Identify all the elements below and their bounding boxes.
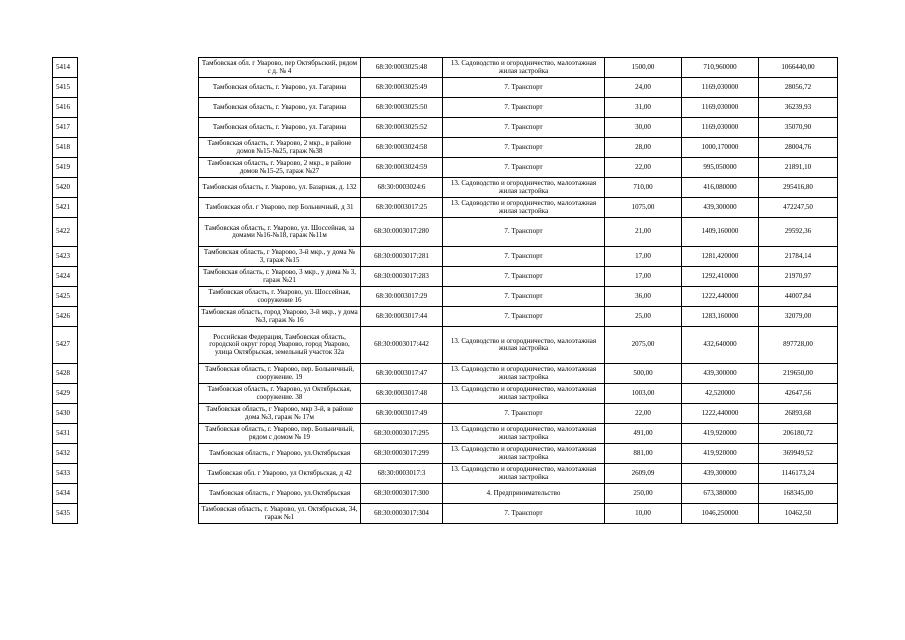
empty-cell	[78, 158, 199, 178]
empty-cell	[78, 267, 199, 287]
cadastral-number-cell: 68:30:0003017:49	[361, 404, 443, 424]
permitted-use-cell: 7. Транспорт	[443, 78, 605, 98]
address-cell: Тамбовская обл. г Уварово, ул Октябрьская, д 42	[199, 464, 361, 484]
specific-value-cell: 673,380000	[682, 484, 759, 504]
cadastral-number-cell: 68:30:0003017:48	[361, 384, 443, 404]
row-number-cell: 5417	[53, 118, 78, 138]
empty-cell	[78, 78, 199, 98]
cadastral-number-cell: 68:30:0003017:280	[361, 218, 443, 247]
table-row	[53, 118, 838, 138]
address-cell: Тамбовская область, г. Уварово, ул. Гагарина	[199, 98, 361, 118]
cadastral-value-cell: 1066440,00	[759, 58, 838, 78]
cadastral-number-cell: 68:30:0003017:25	[361, 198, 443, 218]
address-cell: Тамбовская область, г Уварово, ул.Октябрьская	[199, 484, 361, 504]
table-row	[53, 218, 838, 247]
empty-cell	[78, 307, 199, 327]
cadastral-value-cell: 28056,72	[759, 78, 838, 98]
permitted-use-cell: 7. Транспорт	[443, 98, 605, 118]
row-number-cell: 5435	[53, 504, 78, 524]
empty-cell	[78, 247, 199, 267]
address-cell: Тамбовская область, г. Уварово, 3 мкр., у дома № 3, гараж №21	[199, 267, 361, 287]
cadastral-value-cell: 42647,56	[759, 384, 838, 404]
row-number-cell: 5423	[53, 247, 78, 267]
permitted-use-cell: 13. Садоводство и огородничество, малоэтажная жилая застройка	[443, 198, 605, 218]
cadastral-value-cell: 1146173,24	[759, 464, 838, 484]
table-row	[53, 247, 838, 267]
row-number-cell: 5415	[53, 78, 78, 98]
area-cell: 491,00	[605, 424, 682, 444]
address-cell: Тамбовская область, г Уварово, мкр 3-й, в районе дома №3, гараж № 17м	[199, 404, 361, 424]
empty-cell	[78, 178, 199, 198]
cadastral-number-cell: 68:30:0003017:29	[361, 287, 443, 307]
area-cell: 881,00	[605, 444, 682, 464]
specific-value-cell: 439,300000	[682, 364, 759, 384]
permitted-use-cell: 7. Транспорт	[443, 247, 605, 267]
cadastral-value-cell: 44007,84	[759, 287, 838, 307]
empty-cell	[78, 504, 199, 524]
cadastral-number-cell: 68:30:0003017:299	[361, 444, 443, 464]
address-cell: Тамбовская область, г. Уварово, ул Октябрьская, сооружение. 38	[199, 384, 361, 404]
address-cell: Тамбовская область, г. Уварово, пер. Больничный, сооружение. 19	[199, 364, 361, 384]
area-cell: 17,00	[605, 247, 682, 267]
address-cell: Тамбовская область, г Уварово, 3-й мкр., у дома № 3, гараж №15	[199, 247, 361, 267]
area-cell: 21,00	[605, 218, 682, 247]
area-cell: 2075,00	[605, 327, 682, 364]
area-cell: 1500,00	[605, 58, 682, 78]
row-number-cell: 5421	[53, 198, 78, 218]
table-row	[53, 424, 838, 444]
address-cell: Тамбовская обл. г Уварово, пер Больничный, д 31	[199, 198, 361, 218]
area-cell: 1003,00	[605, 384, 682, 404]
table-row	[53, 178, 838, 198]
area-cell: 10,00	[605, 504, 682, 524]
table-row	[53, 504, 838, 524]
row-number-cell: 5416	[53, 98, 78, 118]
cadastral-value-cell: 32079,00	[759, 307, 838, 327]
table-body	[53, 58, 838, 524]
area-cell: 24,00	[605, 78, 682, 98]
address-cell: Тамбовская область, г. Уварово, ул. Октябрьская, 34, гараж №1	[199, 504, 361, 524]
empty-cell	[78, 444, 199, 464]
permitted-use-cell: 4. Предпринимательство	[443, 484, 605, 504]
area-cell: 2609,09	[605, 464, 682, 484]
cadastral-value-cell: 10462,50	[759, 504, 838, 524]
cadastral-value-cell: 36239,93	[759, 98, 838, 118]
cadastral-number-cell: 68:30:0003025:49	[361, 78, 443, 98]
table-row	[53, 364, 838, 384]
empty-cell	[78, 58, 199, 78]
permitted-use-cell: 13. Садоводство и огородничество, малоэтажная жилая застройка	[443, 364, 605, 384]
cadastral-value-cell: 206180,72	[759, 424, 838, 444]
specific-value-cell: 419,920000	[682, 424, 759, 444]
cadastral-number-cell: 68:30:0003017:47	[361, 364, 443, 384]
address-cell: Тамбовская область, г. Уварово, 2 мкр., в районе домов №15-№25, гараж №38	[199, 138, 361, 158]
permitted-use-cell: 7. Транспорт	[443, 404, 605, 424]
address-cell: Тамбовская область, г. Уварово, ул. Гагарина	[199, 118, 361, 138]
permitted-use-cell: 13. Садоводство и огородничество, малоэтажная жилая застройка	[443, 444, 605, 464]
table-row	[53, 444, 838, 464]
permitted-use-cell: 7. Транспорт	[443, 267, 605, 287]
specific-value-cell: 1281,420000	[682, 247, 759, 267]
area-cell: 22,00	[605, 158, 682, 178]
specific-value-cell: 1292,410000	[682, 267, 759, 287]
table-row	[53, 384, 838, 404]
cadastral-number-cell: 68:30:0003017:304	[361, 504, 443, 524]
cadastral-value-cell: 295416,80	[759, 178, 838, 198]
permitted-use-cell: 13. Садоводство и огородничество, малоэтажная жилая застройка	[443, 424, 605, 444]
cadastral-number-cell: 68:30:0003025:48	[361, 58, 443, 78]
permitted-use-cell: 13. Садоводство и огородничество, малоэтажная жилая застройка	[443, 464, 605, 484]
row-number-cell: 5414	[53, 58, 78, 78]
permitted-use-cell: 7. Транспорт	[443, 218, 605, 247]
specific-value-cell: 995,050000	[682, 158, 759, 178]
area-cell: 710,00	[605, 178, 682, 198]
row-number-cell: 5432	[53, 444, 78, 464]
row-number-cell: 5428	[53, 364, 78, 384]
address-cell: Тамбовская область, г. Уварово, пер. Больничный, рядом с домом № 19	[199, 424, 361, 444]
cadastral-number-cell: 68:30:0003024:59	[361, 158, 443, 178]
land-cadastral-value-table	[52, 57, 838, 524]
table-row	[53, 464, 838, 484]
cadastral-value-cell: 21784,14	[759, 247, 838, 267]
area-cell: 1075,00	[605, 198, 682, 218]
address-cell: Тамбовская область, г. Уварово, ул. Базарная, д. 132	[199, 178, 361, 198]
table-row	[53, 404, 838, 424]
row-number-cell: 5429	[53, 384, 78, 404]
address-cell: Тамбовская область, г. Уварово, ул. Шоссейная, сооружение 16	[199, 287, 361, 307]
area-cell: 30,00	[605, 118, 682, 138]
permitted-use-cell: 13. Садоводство и огородничество, малоэтажная жилая застройка	[443, 327, 605, 364]
cadastral-number-cell: 68:30:0003025:52	[361, 118, 443, 138]
permitted-use-cell: 13. Садоводство и огородничество, малоэтажная жилая застройка	[443, 384, 605, 404]
row-number-cell: 5418	[53, 138, 78, 158]
area-cell: 28,00	[605, 138, 682, 158]
table-row	[53, 327, 838, 364]
specific-value-cell: 1409,160000	[682, 218, 759, 247]
empty-cell	[78, 464, 199, 484]
specific-value-cell: 1222,440000	[682, 287, 759, 307]
permitted-use-cell: 7. Транспорт	[443, 118, 605, 138]
specific-value-cell: 439,300000	[682, 464, 759, 484]
specific-value-cell: 1169,030000	[682, 78, 759, 98]
row-number-cell: 5431	[53, 424, 78, 444]
table-row	[53, 138, 838, 158]
row-number-cell: 5420	[53, 178, 78, 198]
area-cell: 250,00	[605, 484, 682, 504]
area-cell: 36,00	[605, 287, 682, 307]
table-row	[53, 198, 838, 218]
cadastral-number-cell: 68:30:0003024:58	[361, 138, 443, 158]
cadastral-value-cell: 29592,36	[759, 218, 838, 247]
address-cell: Российская Федерация, Тамбовская область, городской округ город Уварово, город Уварово, улица Октябрьская, земельный участок 32а	[199, 327, 361, 364]
specific-value-cell: 1283,160000	[682, 307, 759, 327]
row-number-cell: 5426	[53, 307, 78, 327]
area-cell: 22,00	[605, 404, 682, 424]
specific-value-cell: 1222,440000	[682, 404, 759, 424]
permitted-use-cell: 13. Садоводство и огородничество, малоэтажная жилая застройка	[443, 58, 605, 78]
row-number-cell: 5425	[53, 287, 78, 307]
row-number-cell: 5427	[53, 327, 78, 364]
table-row	[53, 98, 838, 118]
empty-cell	[78, 138, 199, 158]
permitted-use-cell: 7. Транспорт	[443, 138, 605, 158]
cadastral-number-cell: 68:30:0003017:44	[361, 307, 443, 327]
row-number-cell: 5419	[53, 158, 78, 178]
cadastral-number-cell: 68:30:0003017:442	[361, 327, 443, 364]
area-cell: 17,00	[605, 267, 682, 287]
cadastral-number-cell: 68:30:0003017:281	[361, 247, 443, 267]
address-cell: Тамбовская область, г. Уварово, 2 мкр., в районе домов №15-25, гараж №27	[199, 158, 361, 178]
cadastral-value-cell: 472247,50	[759, 198, 838, 218]
table-row	[53, 287, 838, 307]
area-cell: 500,00	[605, 364, 682, 384]
permitted-use-cell: 7. Транспорт	[443, 307, 605, 327]
row-number-cell: 5430	[53, 404, 78, 424]
area-cell: 25,00	[605, 307, 682, 327]
empty-cell	[78, 98, 199, 118]
empty-cell	[78, 404, 199, 424]
table-row	[53, 158, 838, 178]
cadastral-value-cell: 28004,76	[759, 138, 838, 158]
permitted-use-cell: 7. Транспорт	[443, 287, 605, 307]
empty-cell	[78, 424, 199, 444]
cadastral-value-cell: 35070,90	[759, 118, 838, 138]
specific-value-cell: 1169,030000	[682, 98, 759, 118]
empty-cell	[78, 327, 199, 364]
specific-value-cell: 1046,250000	[682, 504, 759, 524]
empty-cell	[78, 364, 199, 384]
cadastral-value-cell: 897728,00	[759, 327, 838, 364]
specific-value-cell: 710,960000	[682, 58, 759, 78]
table-row	[53, 307, 838, 327]
cadastral-number-cell: 68:30:0003024:6	[361, 178, 443, 198]
table-row	[53, 58, 838, 78]
cadastral-value-cell: 219650,00	[759, 364, 838, 384]
cadastral-value-cell: 21891,10	[759, 158, 838, 178]
row-number-cell: 5433	[53, 464, 78, 484]
empty-cell	[78, 118, 199, 138]
address-cell: Тамбовская обл. г Уварово, пер Октябрьский, рядом с д. № 4	[199, 58, 361, 78]
specific-value-cell: 1169,030000	[682, 118, 759, 138]
specific-value-cell: 419,920000	[682, 444, 759, 464]
cadastral-number-cell: 68:30:0003017:295	[361, 424, 443, 444]
cadastral-number-cell: 68:30:0003017:300	[361, 484, 443, 504]
address-cell: Тамбовская область, город Уварово, 3-й мкр., у дома №3, гараж № 16	[199, 307, 361, 327]
row-number-cell: 5424	[53, 267, 78, 287]
permitted-use-cell: 7. Транспорт	[443, 158, 605, 178]
cadastral-value-cell: 26893,68	[759, 404, 838, 424]
empty-cell	[78, 287, 199, 307]
cadastral-number-cell: 68:30:0003025:50	[361, 98, 443, 118]
specific-value-cell: 432,640000	[682, 327, 759, 364]
empty-cell	[78, 384, 199, 404]
row-number-cell: 5422	[53, 218, 78, 247]
table-row	[53, 78, 838, 98]
table-row	[53, 484, 838, 504]
cadastral-value-cell: 369949,52	[759, 444, 838, 464]
specific-value-cell: 416,080000	[682, 178, 759, 198]
cadastral-value-cell: 168345,00	[759, 484, 838, 504]
empty-cell	[78, 198, 199, 218]
address-cell: Тамбовская область, г. Уварово, ул. Шоссейная, за домами №16-№18, гараж №11м	[199, 218, 361, 247]
permitted-use-cell: 13. Садоводство и огородничество, малоэтажная жилая застройка	[443, 178, 605, 198]
cadastral-number-cell: 68:30:0003017:3	[361, 464, 443, 484]
specific-value-cell: 42,520000	[682, 384, 759, 404]
area-cell: 31,00	[605, 98, 682, 118]
empty-cell	[78, 218, 199, 247]
row-number-cell: 5434	[53, 484, 78, 504]
specific-value-cell: 439,300000	[682, 198, 759, 218]
specific-value-cell: 1000,170000	[682, 138, 759, 158]
address-cell: Тамбовская область, г. Уварово, ул. Гагарина	[199, 78, 361, 98]
empty-cell	[78, 484, 199, 504]
cadastral-value-cell: 21970,97	[759, 267, 838, 287]
permitted-use-cell: 7. Транспорт	[443, 504, 605, 524]
table-row	[53, 267, 838, 287]
address-cell: Тамбовская область, г Уварово, ул.Октябрьская	[199, 444, 361, 464]
cadastral-number-cell: 68:30:0003017:283	[361, 267, 443, 287]
